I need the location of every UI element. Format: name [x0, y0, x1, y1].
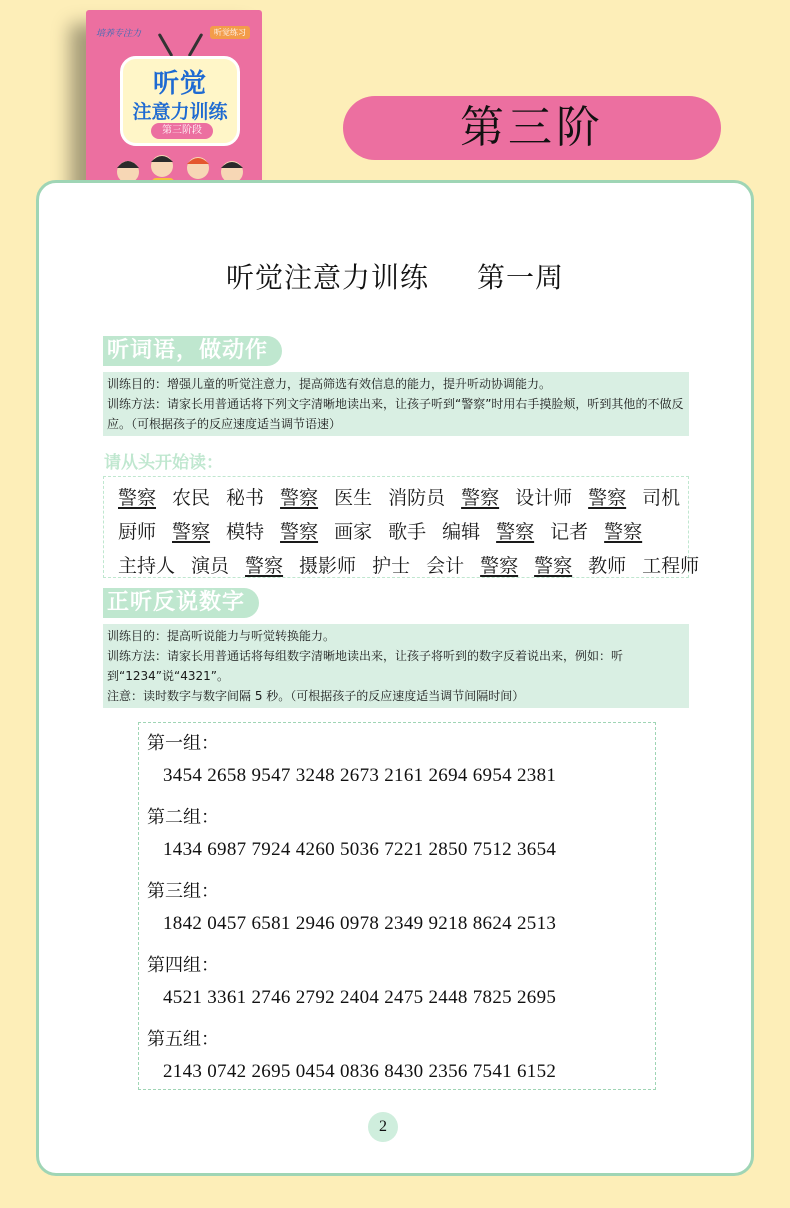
word-item: 司机	[642, 487, 681, 509]
word-item: 歌手	[388, 521, 427, 543]
page-title-week: 第一周	[477, 261, 565, 294]
word-item: 教师	[588, 555, 627, 577]
group-label: 第一组：	[147, 733, 219, 754]
section2-note: 注意：读时数字与数字间隔 5 秒。（可根据孩子的反应速度适当调节间隔时间）	[107, 689, 525, 703]
tv-antenna-left	[158, 33, 174, 57]
word-item: 画家	[334, 521, 373, 543]
word-item: 警察	[604, 521, 643, 543]
word-item: 消防员	[388, 487, 446, 509]
page-number: 2	[368, 1112, 398, 1142]
word-item: 警察	[496, 521, 535, 543]
page-title	[0, 256, 790, 296]
section2-method: 训练方法：请家长用普通话将每组数字清晰地读出来，让孩子将听到的数字反着说出来，例如：听到“1234”说“4321”。	[107, 649, 624, 683]
word-item: 警察	[245, 555, 284, 577]
word-item: 农民	[172, 487, 211, 509]
stage-label: 第三阶	[343, 96, 721, 160]
section2-info	[103, 624, 689, 708]
book-stage-badge: 第三阶段	[151, 123, 213, 139]
word-item: 会计	[426, 555, 465, 577]
word-item: 厨师	[118, 521, 157, 543]
word-item: 主持人	[118, 555, 176, 577]
word-item: 编辑	[442, 521, 481, 543]
word-item: 摄影师	[299, 555, 357, 577]
section1-method: 训练方法：请家长用普通话将下列文字清晰地读出来，让孩子听到“警察”时用右手摸脸颊，听到其他的不做反应。（可根据孩子的反应速度适当调节语速）	[107, 397, 684, 431]
section1-purpose: 训练目的：增强儿童的听觉注意力，提高筛选有效信息的能力，提升听动协调能力。	[107, 377, 552, 391]
group-numbers: 4521 3361 2746 2792 2404 2475 2448 7825 2695	[163, 987, 557, 1008]
word-row-2	[118, 517, 658, 544]
book-title-frame	[120, 56, 240, 146]
group-numbers: 1434 6987 7924 4260 5036 7221 2850 7512 3654	[163, 839, 557, 860]
book-title-line2: 注意力训练	[132, 101, 228, 123]
word-row-1	[118, 483, 696, 510]
word-row-3	[118, 551, 715, 578]
group-numbers: 1842 0457 6581 2946 0978 2349 9218 8624 2513	[163, 913, 557, 934]
word-item: 警察	[480, 555, 519, 577]
section1-title: 听词语，做动作	[103, 336, 282, 366]
section2-purpose: 训练目的：提高听说能力与听觉转换能力。	[107, 629, 336, 643]
word-item: 秘书	[226, 487, 265, 509]
group-label: 第四组：	[147, 955, 219, 976]
number-groups	[138, 722, 656, 1090]
group-label: 第三组：	[147, 881, 219, 902]
word-item: 演员	[191, 555, 230, 577]
group-numbers: 3454 2658 9547 3248 2673 2161 2694 6954 2381	[163, 765, 557, 786]
book-series: 培养专注力	[96, 29, 142, 39]
word-list	[103, 476, 700, 578]
word-item: 设计师	[515, 487, 573, 509]
word-item: 护士	[372, 555, 411, 577]
word-item: 记者	[550, 521, 589, 543]
group-label: 第五组：	[147, 1029, 219, 1050]
book-tag: 听觉练习	[210, 26, 250, 39]
word-item: 工程师	[642, 555, 700, 577]
section1-info	[103, 372, 689, 436]
word-item: 警察	[534, 555, 573, 577]
word-item: 警察	[588, 487, 627, 509]
word-item: 警察	[172, 521, 211, 543]
word-item: 医生	[334, 487, 373, 509]
group-numbers: 2143 0742 2695 0454 0836 8430 2356 7541 6152	[163, 1061, 557, 1082]
page-title-main: 听觉注意力训练	[225, 261, 429, 294]
word-item: 警察	[118, 487, 157, 509]
start-reading-hint: 请从头开始读：	[104, 453, 223, 473]
section2-title: 正听反说数字	[103, 588, 259, 618]
word-item: 警察	[461, 487, 500, 509]
group-label: 第二组：	[147, 807, 219, 828]
word-item: 警察	[280, 521, 319, 543]
book-title-line1: 听觉	[152, 69, 207, 99]
tv-antenna-right	[188, 33, 204, 57]
word-item: 模特	[226, 521, 265, 543]
word-item: 警察	[280, 487, 319, 509]
